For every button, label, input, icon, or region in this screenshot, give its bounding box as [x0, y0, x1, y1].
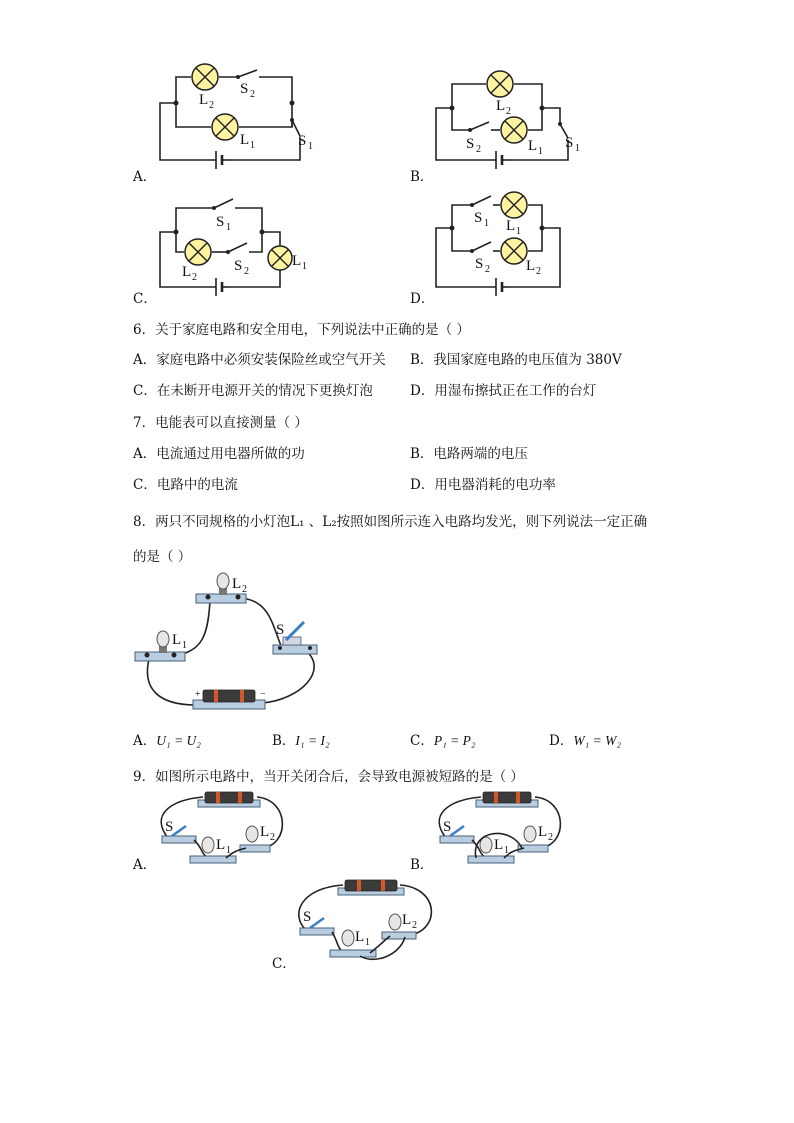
- label-l2: L: [538, 824, 548, 840]
- label-s: S: [443, 819, 452, 835]
- label-s1-sub: 1: [484, 218, 489, 229]
- option-letter: B．: [410, 857, 434, 873]
- label-l1: L: [216, 837, 226, 853]
- option-d: D．用电器消耗的电功率: [410, 477, 556, 493]
- label-l2: L: [496, 98, 506, 114]
- option-a: A．电流通过用电器所做的功: [133, 446, 305, 462]
- label-l2: L: [526, 258, 536, 274]
- option-expr: I₁ = I₂: [295, 733, 330, 748]
- label-s2-sub: 2: [244, 266, 249, 277]
- battery-plus: +: [195, 689, 201, 700]
- label-l1: L: [506, 218, 516, 234]
- label-l2: L: [232, 576, 242, 592]
- label-s2-sub: 2: [250, 89, 255, 100]
- label-s1-sub: 1: [308, 141, 313, 152]
- option-c: C．电路中的电流: [133, 477, 238, 493]
- label-s2-sub: 2: [485, 264, 490, 275]
- label-s: S: [303, 909, 312, 925]
- label-l2: L: [260, 824, 270, 840]
- label-l1: L: [292, 253, 302, 269]
- option-a: A．家庭电路中必须安装保险丝或空气开关: [133, 352, 386, 368]
- label-s2: S: [466, 136, 475, 152]
- label-l1-sub: 1: [302, 261, 307, 272]
- label-l2: L: [199, 92, 209, 108]
- label-s2: S: [234, 258, 243, 274]
- option-letter: C．: [410, 733, 434, 749]
- question-stem-line2: 的是（ ）: [133, 549, 192, 565]
- label-s1: S: [565, 135, 574, 151]
- label-l1: L: [528, 138, 538, 154]
- option-letter: A．: [133, 857, 157, 873]
- label-l2-sub: 2: [506, 106, 511, 117]
- option-b: B．我国家庭电路的电压值为 380V: [410, 352, 622, 368]
- label-s2-sub: 2: [476, 144, 481, 155]
- label-s2: S: [475, 256, 484, 272]
- label-l1-sub: 1: [226, 845, 231, 856]
- label-l1-sub: 1: [182, 640, 187, 651]
- option-letter: A．: [133, 169, 157, 185]
- option-letter: D．: [549, 733, 574, 749]
- label-l2: L: [402, 912, 412, 928]
- option-b: B．电路两端的电压: [410, 446, 528, 462]
- label-s: S: [276, 622, 285, 638]
- label-s1-sub: 1: [575, 143, 580, 154]
- label-l1: L: [240, 132, 250, 148]
- question-stem: 6．关于家庭电路和安全用电，下列说法中正确的是（ ）: [133, 322, 470, 338]
- label-l2-sub: 2: [548, 832, 553, 843]
- option-letter: C．: [133, 291, 157, 307]
- label-l1-sub: 1: [250, 140, 255, 151]
- option-letter: C．: [272, 956, 296, 972]
- label-l1-sub: 1: [516, 226, 521, 237]
- option-expr: W₁ = W₂: [573, 733, 622, 748]
- label-l1-sub: 1: [365, 937, 370, 948]
- question-stem: 9．如图所示电路中，当开关闭合后，会导致电源被短路的是（ ）: [133, 769, 524, 785]
- label-l1: L: [172, 632, 182, 648]
- label-l2-sub: 2: [270, 832, 275, 843]
- label-l1: L: [355, 929, 365, 945]
- option-letter: D．: [410, 291, 435, 307]
- label-s: S: [165, 819, 174, 835]
- option-c: C．在未断开电源开关的情况下更换灯泡: [133, 383, 373, 399]
- question-stem-line1: 8．两只不同规格的小灯泡L₁ 、L₂按照如图所示连入电路均发光，则下列说法一定正确: [133, 514, 648, 530]
- label-s2: S: [240, 81, 249, 97]
- option-letter: B．: [272, 733, 296, 749]
- label-l1-sub: 1: [504, 845, 509, 856]
- option-expr: P₁ = P₂: [433, 733, 476, 748]
- option-d: D．用湿布擦拭正在工作的台灯: [410, 383, 597, 399]
- option-letter: A．: [133, 733, 157, 749]
- label-l1: L: [494, 837, 504, 853]
- battery-minus: −: [260, 689, 266, 700]
- option-expr: U₁ = U₂: [156, 733, 201, 748]
- label-s1: S: [474, 210, 483, 226]
- label-l2-sub: 2: [192, 272, 197, 283]
- label-l2-sub: 2: [412, 920, 417, 931]
- label-l2-sub: 2: [209, 100, 214, 111]
- label-s1: S: [298, 133, 307, 149]
- label-l2-sub: 2: [242, 584, 247, 595]
- label-l2: L: [182, 264, 192, 280]
- option-letter: B．: [410, 169, 434, 185]
- question-stem: 7．电能表可以直接测量（ ）: [133, 415, 308, 431]
- label-s1-sub: 1: [226, 222, 231, 233]
- label-s1: S: [216, 214, 225, 230]
- label-l2-sub: 2: [536, 266, 541, 277]
- label-l1-sub: 1: [538, 146, 543, 157]
